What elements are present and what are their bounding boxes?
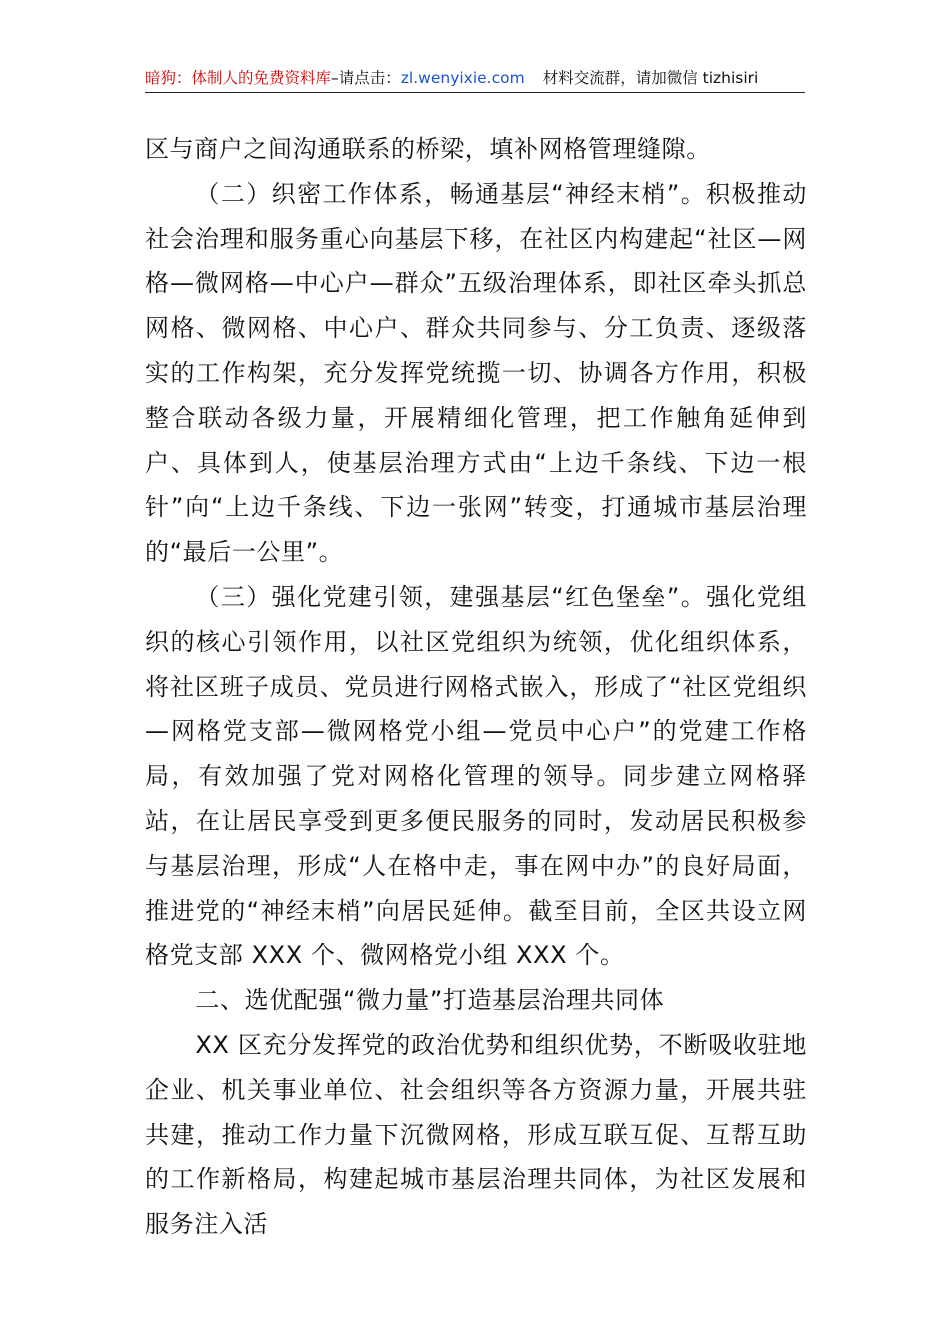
paragraph-continuation: 区与商户之间沟通联系的桥梁，填补网格管理缝隙。 — [145, 135, 711, 163]
section-heading: 二、选优配强“微力量”打造基层治理共同体 — [195, 986, 665, 1015]
header-url-link[interactable]: zl.wenyixie.com — [400, 69, 525, 87]
paragraph-section-2: （二）织密工作体系，畅通基层“神经末梢”。积极推动社会治理和服务重心向基层下移，在社区内构建起“社区—网格—微网格—中心户—群众”五级治理体系，即社区牵头抓总网格、微网格、中心户、群众共同参与、分工负责、逐级落实的工作构架，充分发挥党统揽一切、协调各方作用，积极整合联动各级力量，开展精细化管理，把工作触角延伸到户、具体到人，使基层治理方式由“上边千条线、下边一根针”向“上边千条线、下边一张网”转变，打通城市基层治理的“最后一公里”。 — [145, 179, 807, 567]
header-brand: 暗狗：体制人的免费资料库 — [145, 69, 332, 87]
header-contact: 材料交流群，请加微信 tizhisiri — [542, 69, 759, 87]
header-prompt: –请点击： — [331, 69, 401, 87]
paragraph-section-3: （三）强化党建引领，建强基层“红色堡垒”。强化党组织的核心引领作用，以社区党组织为统领，优化组织体系，将社区班子成员、党员进行网格式嵌入，形成了“社区党组织—网格党支部—微网格党小组—党员中心户”的党建工作格局，有效加强了党对网格化管理的领导。同步建立网格驿站，在让居民享受到更多便民服务的同时，发动居民积极参与基层治理，形成“人在格中走，事在网中办”的良好局面，推进党的“神经末梢”向居民延伸。截至目前，全区共设立网格党支部 XXX 个、微网格党小组 XXX 个。 — [145, 582, 807, 970]
page-header — [145, 64, 805, 93]
document-body — [145, 127, 807, 1247]
paragraph-section-intro: XX 区充分发挥党的政治优势和组织优势，不断吸收驻地企业、机关事业单位、社会组织等各方资源力量，开展共驻共建，推动工作力量下沉微网格，形成互联互促、互帮互助的工作新格局，构建起城市基层治理共同体，为社区发展和服务注入活 — [145, 1030, 807, 1239]
